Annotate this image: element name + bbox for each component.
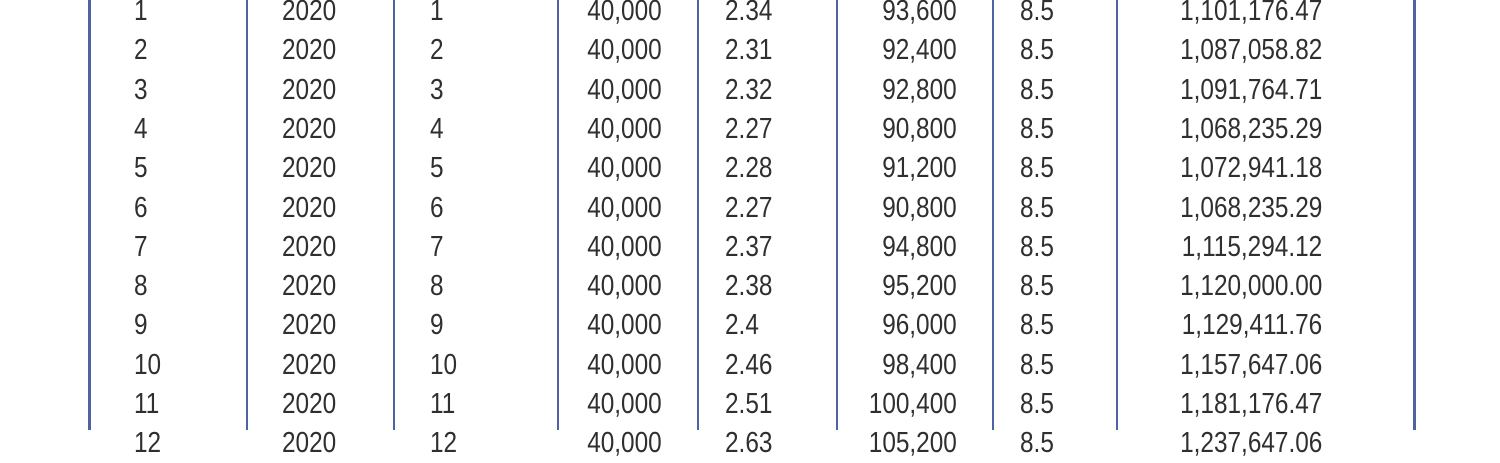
- year-cell: 2020: [282, 270, 337, 303]
- amount-cell: 92,400: [882, 34, 957, 67]
- total-cell: 1,101,176.47: [1179, 0, 1322, 27]
- table-row: [0, 424, 1500, 463]
- quantity-cell: 40,000: [587, 309, 662, 342]
- amount-cell: 92,800: [882, 73, 957, 106]
- index-cell: 8: [430, 270, 444, 303]
- month-cell: 9: [134, 309, 148, 342]
- month-cell: 12: [134, 427, 162, 460]
- month-cell: 8: [134, 270, 148, 303]
- amount-cell: 93,600: [882, 0, 957, 27]
- rate-cell: 8.5: [1020, 388, 1054, 420]
- month-cell: 3: [134, 73, 148, 106]
- total-cell: 1,120,000.00: [1179, 270, 1322, 303]
- price-cell: 2.4: [725, 309, 759, 342]
- price-cell: 2.34: [725, 0, 773, 27]
- rate-cell: 8.5: [1020, 270, 1054, 303]
- year-cell: 2020: [282, 152, 337, 185]
- table-row: [0, 110, 1500, 149]
- table-row: [0, 0, 1500, 31]
- amount-cell: 94,800: [882, 230, 957, 263]
- rate-cell: 8.5: [1020, 427, 1054, 460]
- month-cell: 2: [134, 34, 148, 67]
- index-cell: 4: [430, 112, 444, 145]
- total-cell: 1,072,941.18: [1179, 152, 1322, 185]
- price-cell: 2.28: [725, 152, 773, 185]
- quantity-cell: 40,000: [587, 0, 662, 27]
- rate-cell: 8.5: [1020, 191, 1054, 224]
- rate-cell: 8.5: [1020, 34, 1054, 67]
- quantity-cell: 40,000: [587, 270, 662, 303]
- amount-cell: 98,400: [882, 348, 957, 381]
- total-cell: 1,091,764.71: [1179, 73, 1322, 106]
- table-row: [0, 189, 1500, 228]
- rate-cell: 8.5: [1020, 348, 1054, 381]
- amount-cell: 91,200: [882, 152, 957, 185]
- month-cell: 7: [134, 230, 148, 263]
- index-cell: 2: [430, 34, 444, 67]
- quantity-cell: 40,000: [587, 73, 662, 106]
- index-cell: 7: [430, 230, 444, 263]
- month-cell: 5: [134, 152, 148, 185]
- price-cell: 2.27: [725, 191, 773, 224]
- total-cell: 1,115,294.12: [1181, 230, 1322, 263]
- index-cell: 10: [430, 348, 458, 381]
- total-cell: 1,157,647.06: [1179, 348, 1322, 381]
- index-cell: 3: [430, 73, 444, 106]
- table-row: [0, 306, 1500, 345]
- table-row: [0, 31, 1500, 70]
- index-cell: 11: [430, 388, 456, 420]
- table-row: [0, 71, 1500, 110]
- index-cell: 6: [430, 191, 444, 224]
- index-cell: 5: [430, 152, 444, 185]
- price-cell: 2.46: [725, 348, 773, 381]
- table-row: [0, 149, 1500, 188]
- table-row: [0, 346, 1500, 385]
- index-cell: 12: [430, 427, 458, 460]
- index-cell: 9: [430, 309, 444, 342]
- total-cell: 1,068,235.29: [1179, 191, 1322, 224]
- total-cell: 1,068,235.29: [1179, 112, 1322, 145]
- quantity-cell: 40,000: [587, 152, 662, 185]
- year-cell: 2020: [282, 34, 337, 67]
- table-row: [0, 267, 1500, 306]
- quantity-cell: 40,000: [587, 427, 662, 460]
- month-cell: 11: [134, 388, 160, 420]
- quantity-cell: 40,000: [587, 388, 662, 420]
- rate-cell: 8.5: [1020, 73, 1054, 106]
- year-cell: 2020: [282, 191, 337, 224]
- table-row: [0, 385, 1500, 424]
- quantity-cell: 40,000: [587, 191, 662, 224]
- price-cell: 2.32: [725, 73, 773, 106]
- rate-cell: 8.5: [1020, 0, 1054, 27]
- price-cell: 2.27: [725, 112, 773, 145]
- rate-cell: 8.5: [1020, 152, 1054, 185]
- amount-cell: 105,200: [868, 427, 957, 460]
- price-cell: 2.37: [725, 230, 773, 263]
- amount-cell: 90,800: [882, 112, 957, 145]
- month-cell: 1: [134, 0, 148, 27]
- rate-cell: 8.5: [1020, 309, 1054, 342]
- amount-cell: 90,800: [882, 191, 957, 224]
- month-cell: 6: [134, 191, 148, 224]
- price-cell: 2.31: [725, 34, 773, 67]
- amount-cell: 95,200: [882, 270, 957, 303]
- amount-cell: 100,400: [868, 388, 957, 420]
- year-cell: 2020: [282, 230, 337, 263]
- year-cell: 2020: [282, 348, 337, 381]
- year-cell: 2020: [282, 388, 337, 420]
- year-cell: 2020: [282, 73, 337, 106]
- table-row: [0, 228, 1500, 267]
- year-cell: 2020: [282, 112, 337, 145]
- price-cell: 2.51: [725, 388, 773, 420]
- total-cell: 1,087,058.82: [1179, 34, 1322, 67]
- quantity-cell: 40,000: [587, 34, 662, 67]
- price-cell: 2.63: [725, 427, 773, 460]
- year-cell: 2020: [282, 309, 337, 342]
- amount-cell: 96,000: [882, 309, 957, 342]
- month-cell: 4: [134, 112, 148, 145]
- price-cell: 2.38: [725, 270, 773, 303]
- total-cell: 1,129,411.76: [1181, 309, 1322, 342]
- total-cell: 1,181,176.47: [1179, 388, 1322, 420]
- quantity-cell: 40,000: [587, 348, 662, 381]
- index-cell: 1: [430, 0, 444, 27]
- year-cell: 2020: [282, 427, 337, 460]
- rate-cell: 8.5: [1020, 230, 1054, 263]
- year-cell: 2020: [282, 0, 337, 27]
- total-cell: 1,237,647.06: [1179, 427, 1322, 460]
- month-cell: 10: [134, 348, 162, 381]
- quantity-cell: 40,000: [587, 230, 662, 263]
- rate-cell: 8.5: [1020, 112, 1054, 145]
- quantity-cell: 40,000: [587, 112, 662, 145]
